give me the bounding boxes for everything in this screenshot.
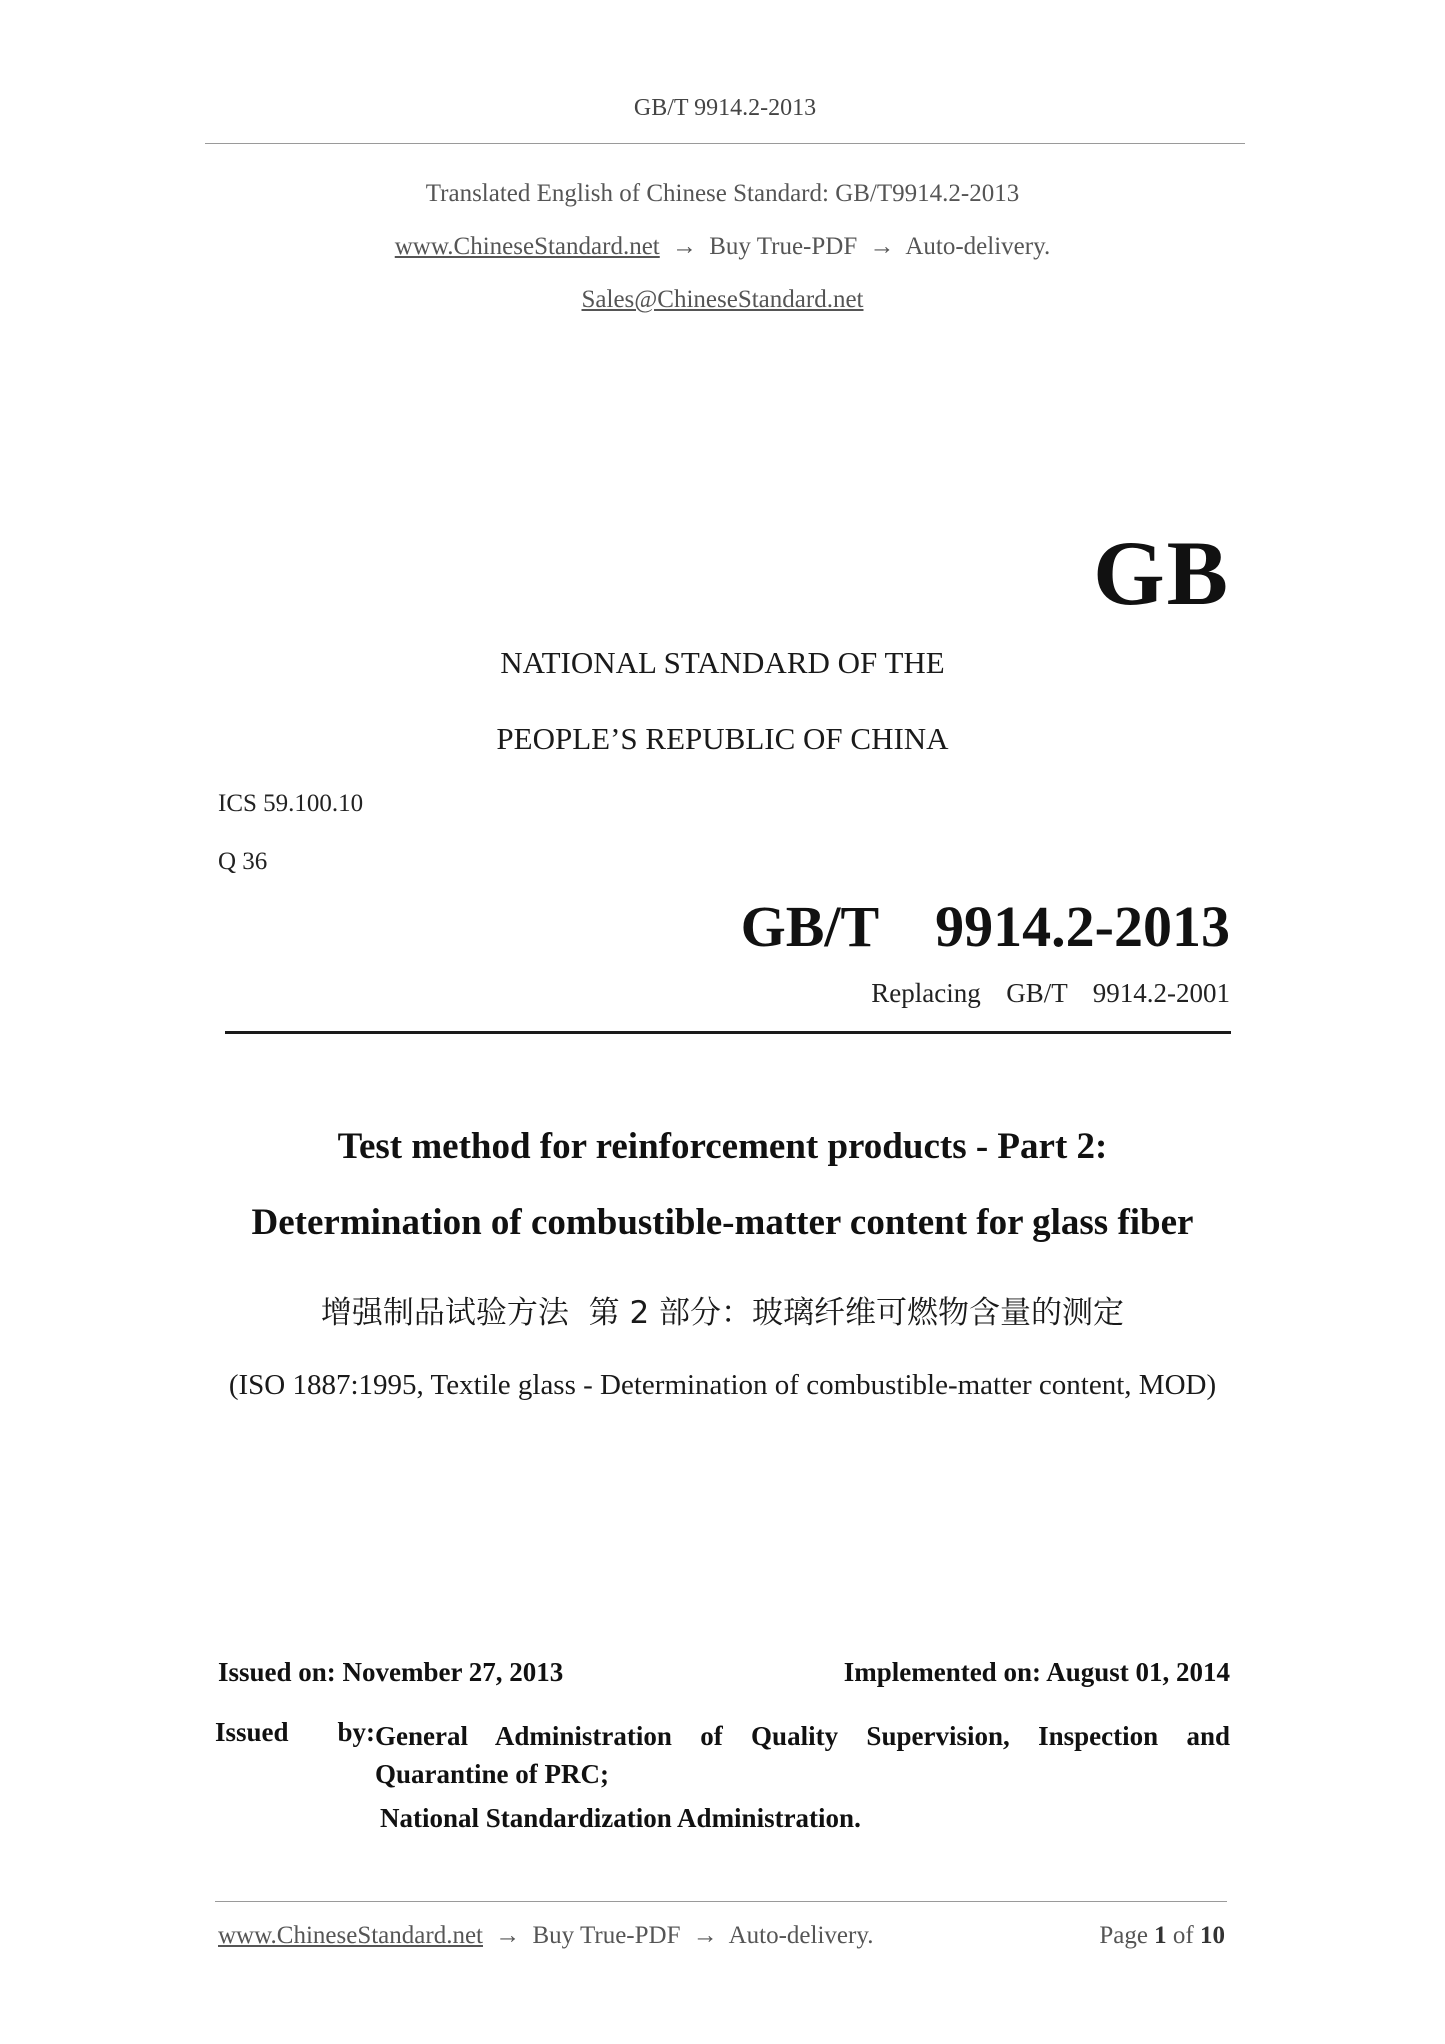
issued-by-label: Issued by:	[215, 1717, 375, 1747]
page-current: 1	[1154, 1922, 1167, 1949]
sales-line	[0, 286, 1445, 314]
delivery-text: Auto-delivery.	[905, 233, 1051, 260]
page-word: Page	[1099, 1922, 1148, 1949]
republic-line: PEOPLE’S REPUBLIC OF CHINA	[496, 721, 949, 756]
title-divider	[225, 1031, 1231, 1034]
english-title-line2: Determination of combustible-matter content for glass fiber	[251, 1202, 1194, 1243]
buy-text: Buy True-PDF	[709, 233, 858, 260]
footer-site-link[interactable]: www.ChineseStandard.net	[218, 1922, 483, 1949]
arrow-right-icon: →	[869, 233, 895, 260]
national-standard-line: NATIONAL STANDARD OF THE	[500, 645, 945, 680]
implemented-on-date: Implemented on: August 01, 2014	[843, 1657, 1230, 1687]
english-title-line1: Test method for reinforcement products - Part 2:	[337, 1126, 1108, 1167]
replacing-standard: Replacing GB/T 9914.2-2001	[871, 978, 1230, 1008]
issued-on-date: Issued on: November 27, 2013	[218, 1657, 564, 1687]
issuing-authority-2: National Standardization Administration.	[380, 1803, 861, 1833]
page-total: 10	[1200, 1922, 1225, 1949]
arrow-right-icon: →	[672, 233, 697, 260]
running-header: GB/T 9914.2-2013	[633, 95, 817, 121]
page-indicator	[1099, 1922, 1225, 1950]
chinese-title: 增强制品试验方法 第 2 部分：玻璃纤维可燃物含量的测定	[320, 1295, 1125, 1331]
iso-reference: (ISO 1887:1995, Textile glass - Determination of combustible-matter content, MOD)	[228, 1369, 1217, 1401]
standard-number: GB/T 9914.2-2013	[740, 894, 1230, 959]
translated-notice: Translated English of Chinese Standard: GB/T9914.2-2013	[425, 180, 1020, 207]
classification-code: Q 36	[218, 848, 268, 875]
gb-logo: GB	[1093, 522, 1230, 624]
footer-divider	[215, 1901, 1227, 1902]
issuing-authority-1: General Administration of Quality Supervision, Inspection and Quarantine of PRC;	[375, 1721, 1230, 1789]
ics-code: ICS 59.100.10	[218, 790, 364, 817]
site-link[interactable]: www.ChineseStandard.net	[394, 233, 660, 260]
header-divider	[205, 143, 1245, 144]
of-word: of	[1172, 1922, 1194, 1949]
arrow-right-icon: →	[692, 1922, 718, 1949]
footer-buy-text: Buy True-PDF	[532, 1922, 681, 1949]
footer-purchase-line	[218, 1922, 873, 1950]
purchase-line	[0, 233, 1445, 261]
arrow-right-icon: →	[495, 1922, 521, 1949]
footer-delivery-text: Auto-delivery.	[728, 1922, 874, 1949]
sales-email-link[interactable]: Sales@ChineseStandard.net	[581, 286, 864, 313]
